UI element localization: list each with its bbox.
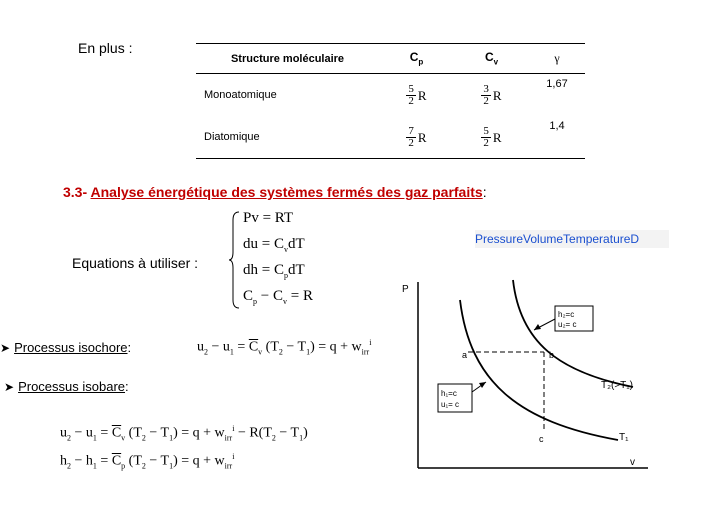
isobare-line	[4, 378, 129, 396]
properties-table	[196, 43, 585, 159]
table-row	[196, 116, 585, 159]
isochore-label: Processus isochore:	[14, 340, 132, 355]
point-c-label: c	[539, 434, 544, 444]
v-axis-label: v	[630, 457, 635, 468]
cell-cp: $\frac{7}{2}$ R	[379, 116, 454, 159]
header-structure: Structure moléculaire	[196, 44, 379, 74]
intro-text: En plus :	[78, 40, 133, 56]
diagram-tag-label: PressureVolumeTemperatureD	[475, 230, 669, 248]
equation-dh: dh = $C_pdT$	[243, 262, 305, 280]
t1-label: T₁	[619, 432, 629, 443]
table-row	[196, 74, 585, 117]
header-gamma: γ	[529, 44, 585, 74]
isobare-equation-u: $u_2 - u_1 = \overline{C}_v$ $(T_2 - T_1) = q + w_{irr}^i - R(T_2 - T_1)$	[60, 424, 308, 443]
arrow-bullet-icon: ➤	[0, 341, 11, 355]
section-heading: 3.3- Analyse énergétique des systèmes fermés des gaz parfaits:	[63, 184, 487, 200]
isobare-equation-h: $h_2 - h_1 = \overline{C}_p$ $(T_2 - T_1) = q + w_{irr}^i$	[60, 452, 235, 471]
t2-label: T₂(>T₁)	[601, 380, 633, 391]
equation-state: Pv = RT	[243, 210, 294, 226]
header-cv: $C_v$	[454, 44, 529, 74]
p-axis-label: P	[402, 284, 409, 295]
isotherm-t1	[460, 300, 618, 440]
h2-label: h₂=c	[558, 310, 575, 319]
equations-label: Equations à utiliser :	[72, 255, 199, 271]
section-title: Analyse énergétique des systèmes fermés des gaz parfaits	[90, 184, 483, 200]
equation-mayer: $C_p - C_v = R$	[243, 288, 313, 306]
h1-label: h₁=c	[441, 389, 457, 398]
equation-system	[229, 210, 339, 310]
isochore-line	[0, 339, 131, 357]
equation-du: du = $C_vdT$	[243, 236, 305, 254]
pv-diagram	[398, 272, 663, 477]
cell-gamma: 1,67	[546, 78, 568, 90]
point-a-label: a	[462, 350, 468, 360]
arrowhead-icon	[479, 382, 486, 388]
point-b-label: b	[549, 350, 555, 360]
isochore-equation: $u_2 - u_1 = \overline{C}_v$ $(T_2 - T_1) = q + w_{irr}^i$	[197, 338, 372, 357]
u2-label: u₂= c	[558, 320, 577, 329]
cell-cv: $\frac{5}{2}$ R	[454, 116, 529, 159]
cell-structure: Diatomique	[196, 116, 379, 159]
isotherm-t2	[513, 280, 633, 387]
isobare-label: Processus isobare:	[18, 379, 129, 394]
section-number: 3.3-	[63, 184, 88, 200]
left-brace-icon	[229, 210, 241, 310]
cell-structure: Monoatomique	[204, 89, 277, 101]
cell-gamma: 1,4	[529, 116, 585, 159]
cell-cp: $\frac{5}{2}$ R	[408, 83, 427, 107]
cell-cv: $\frac{3}{2}$ R	[483, 83, 502, 107]
table-header-row	[196, 44, 585, 74]
u1-label: u₁= c	[441, 400, 460, 409]
header-cp: $C_p$	[379, 44, 454, 74]
arrow-bullet-icon: ➤	[4, 380, 15, 394]
